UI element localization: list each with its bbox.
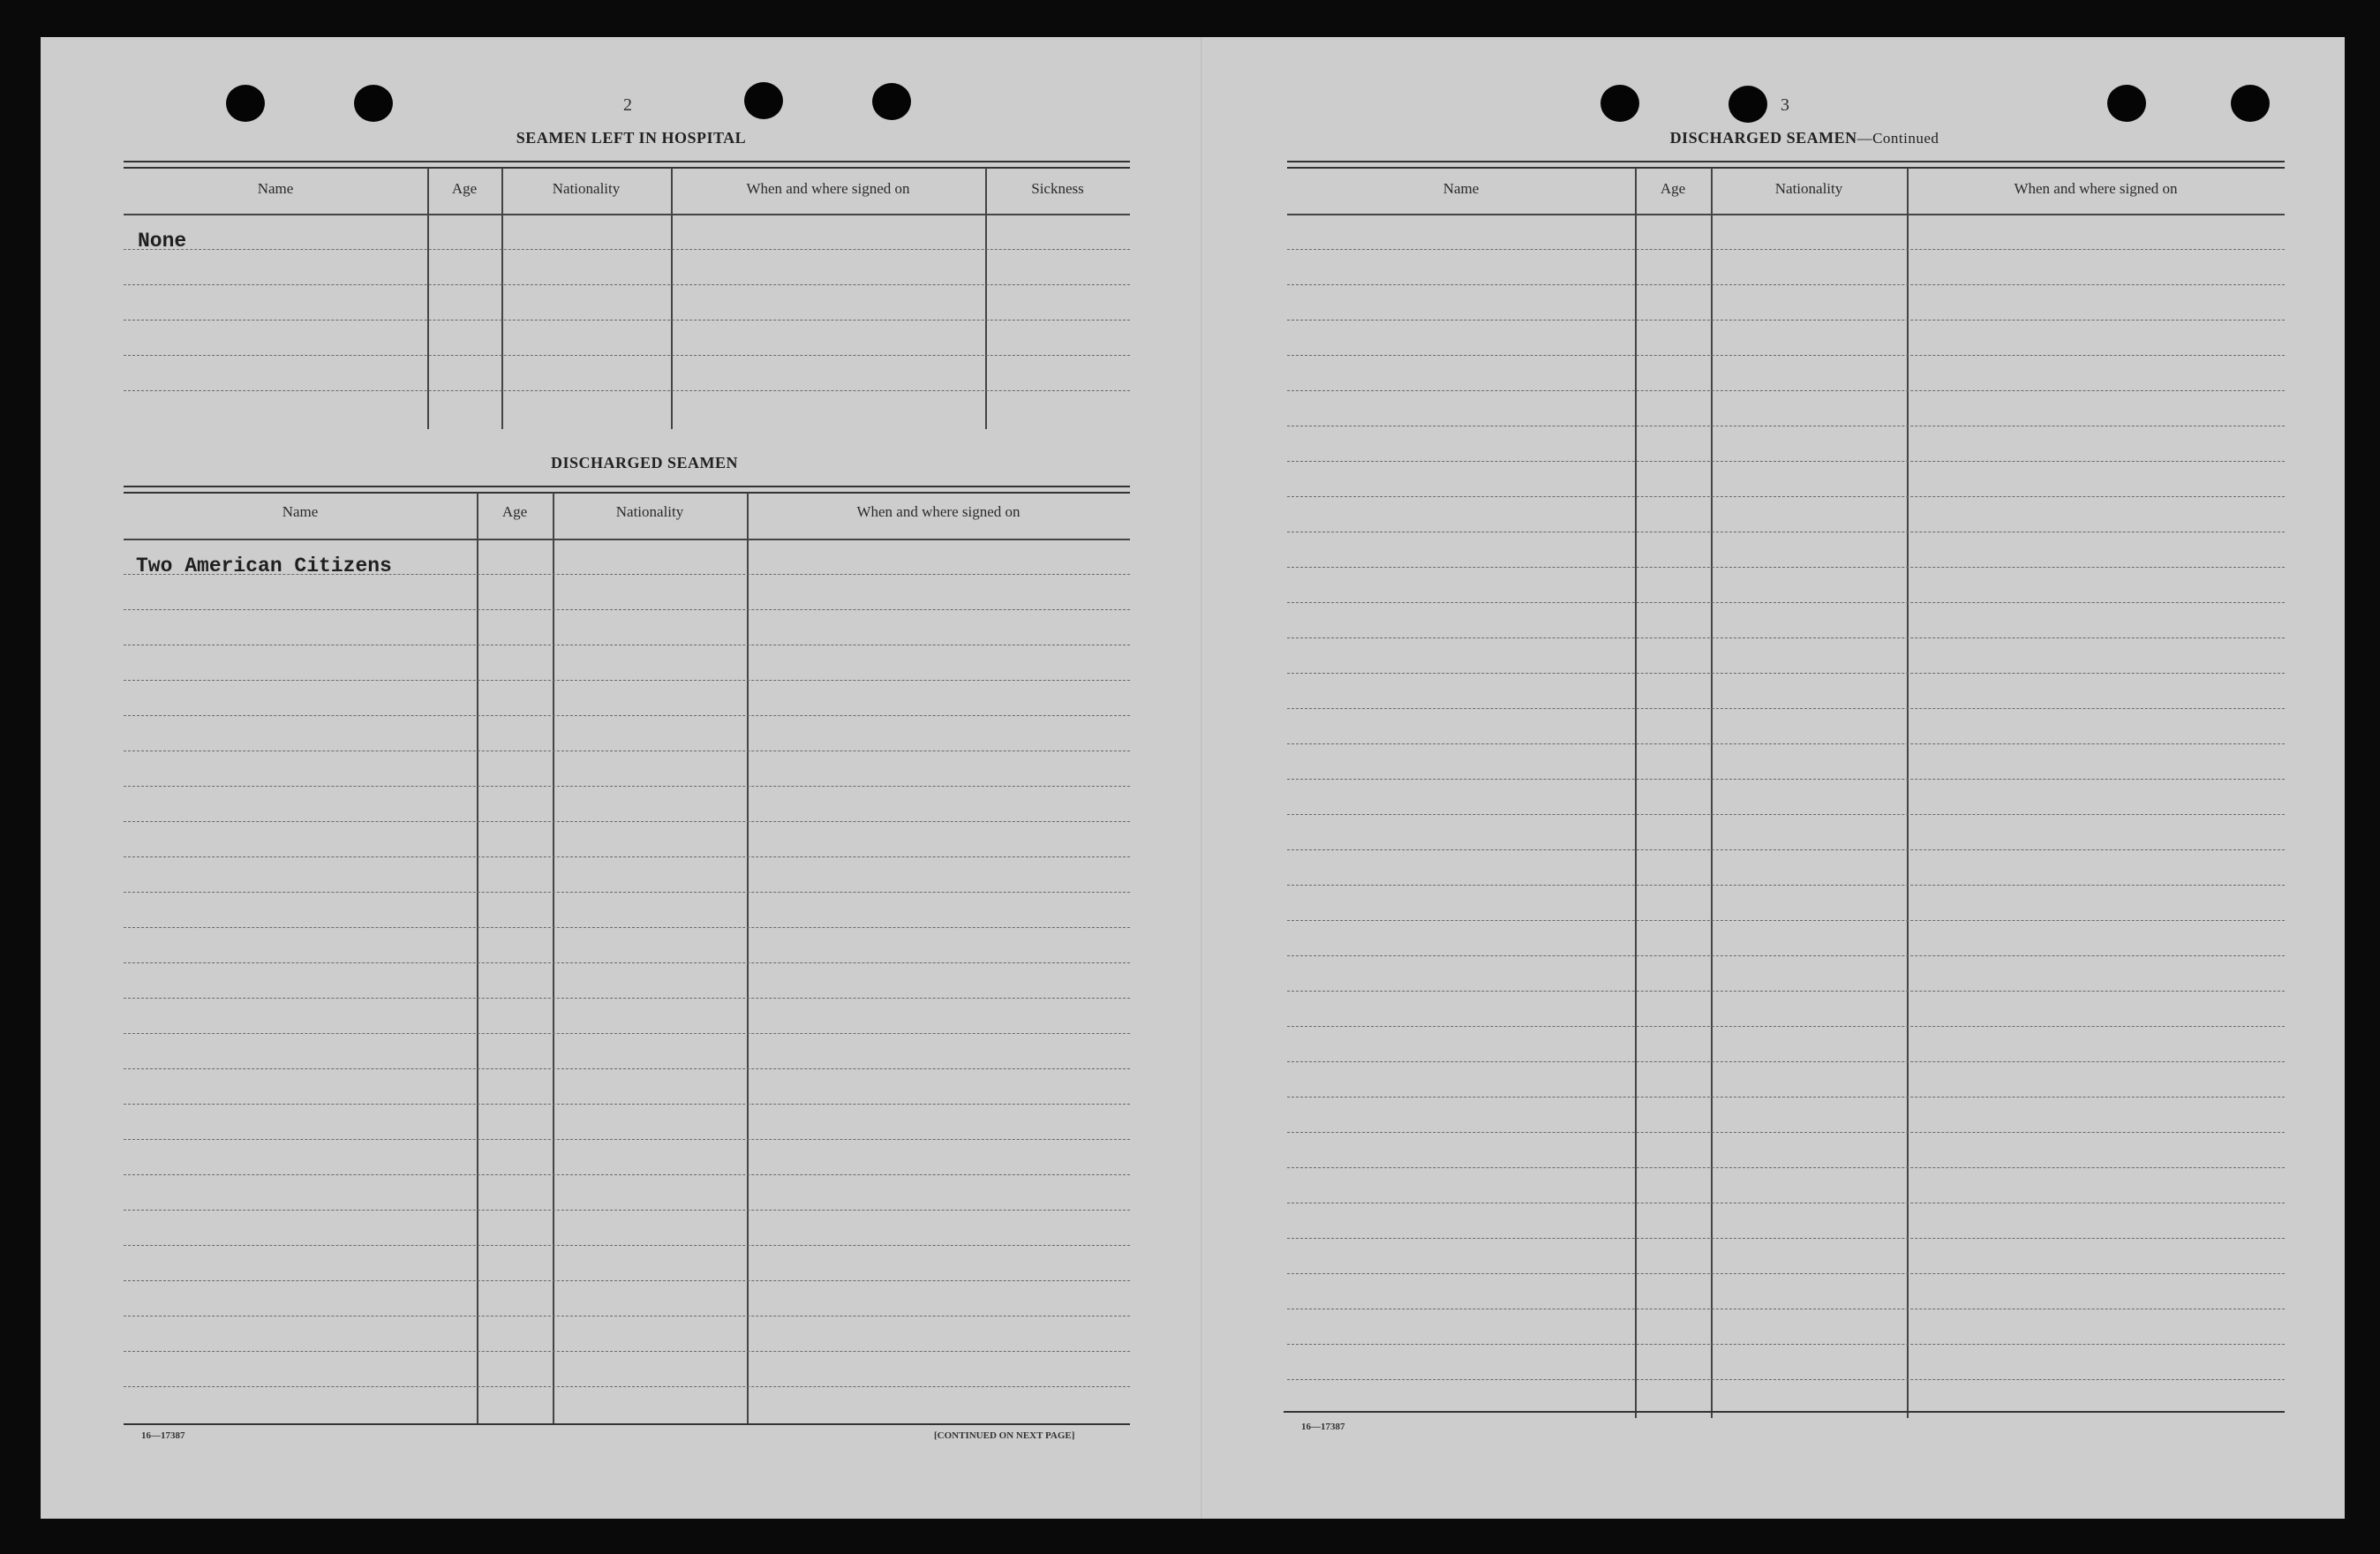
row-line xyxy=(124,1104,1130,1105)
right-page xyxy=(1204,0,2380,1554)
row-line xyxy=(1287,1097,2285,1098)
form-number: 16—17387 xyxy=(141,1430,185,1441)
row-line xyxy=(124,715,1130,716)
table-top-rule xyxy=(1287,161,2285,169)
header-rule xyxy=(1287,214,2285,215)
row-line xyxy=(124,1033,1130,1034)
hospital-table xyxy=(124,161,1130,429)
row-line xyxy=(1287,885,2285,886)
row-line xyxy=(1287,567,2285,568)
section-title-main: DISCHARGED SEAMEN xyxy=(1669,129,1857,147)
row-line xyxy=(1287,955,2285,956)
row-line xyxy=(1287,320,2285,321)
column-header-age: Age xyxy=(501,503,528,520)
header-rule xyxy=(124,214,1130,215)
hospital-section-title: SEAMEN LEFT IN HOSPITAL xyxy=(516,129,747,147)
row-line xyxy=(124,1210,1130,1211)
discharged-continued-table xyxy=(1287,161,2285,1418)
column-header-signed-on: When and where signed on xyxy=(2014,180,2178,197)
row-line xyxy=(124,1245,1130,1246)
row-line xyxy=(1287,1273,2285,1274)
header-rule xyxy=(124,539,1130,540)
row-line xyxy=(1287,602,2285,603)
row-line xyxy=(1287,461,2285,462)
column-divider xyxy=(747,493,749,1425)
page-number: 3 xyxy=(1781,95,1789,115)
row-line xyxy=(124,1068,1130,1069)
row-line xyxy=(124,1280,1130,1281)
table-top-rule xyxy=(124,161,1130,169)
row-line xyxy=(1287,814,2285,815)
bottom-rule xyxy=(124,1423,1130,1428)
column-header-nationality: Nationality xyxy=(552,180,621,197)
row-line xyxy=(124,927,1130,928)
row-line xyxy=(124,249,1130,250)
row-line xyxy=(1287,743,2285,744)
row-line xyxy=(124,284,1130,285)
row-line xyxy=(124,892,1130,893)
row-line xyxy=(124,1386,1130,1387)
column-header-name: Name xyxy=(282,503,319,520)
page-number: 2 xyxy=(623,95,632,115)
column-header-age: Age xyxy=(1660,180,1686,197)
row-line xyxy=(124,390,1130,391)
row-line xyxy=(1287,708,2285,709)
form-number: 16—17387 xyxy=(1301,1422,1345,1432)
hospital-entry: None xyxy=(138,230,187,253)
row-line xyxy=(1287,673,2285,674)
row-line xyxy=(124,786,1130,787)
row-line xyxy=(1287,284,2285,285)
discharged-continued-title xyxy=(1584,129,2025,147)
discharged-section-title: DISCHARGED SEAMEN xyxy=(550,454,739,471)
row-line xyxy=(124,320,1130,321)
row-line xyxy=(1287,355,2285,356)
row-line xyxy=(1287,779,2285,780)
row-line xyxy=(1287,1061,2285,1062)
row-line xyxy=(1287,496,2285,497)
column-header-age: Age xyxy=(451,180,478,197)
row-line xyxy=(1287,637,2285,638)
row-line xyxy=(1287,1344,2285,1345)
table-top-rule xyxy=(124,486,1130,494)
column-header-sickness: Sickness xyxy=(1031,180,1084,197)
row-line xyxy=(124,1174,1130,1175)
row-line xyxy=(124,1351,1130,1352)
row-line xyxy=(1287,249,2285,250)
bottom-rule xyxy=(1284,1411,2285,1415)
continued-note: [CONTINUED ON NEXT PAGE] xyxy=(934,1430,1075,1441)
row-line xyxy=(1287,1379,2285,1380)
row-line xyxy=(1287,1238,2285,1239)
column-header-name: Name xyxy=(1442,180,1480,197)
column-header-signed-on: When and where signed on xyxy=(856,503,1021,520)
row-line xyxy=(124,1139,1130,1140)
row-line xyxy=(124,998,1130,999)
row-line xyxy=(124,680,1130,681)
row-line xyxy=(124,856,1130,857)
row-line xyxy=(1287,1026,2285,1027)
row-line xyxy=(124,821,1130,822)
column-header-name: Name xyxy=(257,180,294,197)
discharged-table xyxy=(124,486,1130,1425)
row-line xyxy=(1287,991,2285,992)
row-line xyxy=(1287,920,2285,921)
row-line xyxy=(124,609,1130,610)
column-divider xyxy=(477,493,478,1425)
row-line xyxy=(1287,849,2285,850)
column-header-nationality: Nationality xyxy=(615,503,684,520)
column-header-signed-on: When and where signed on xyxy=(746,180,910,197)
section-title-suffix: —Continued xyxy=(1857,130,1939,147)
row-line xyxy=(124,355,1130,356)
column-header-nationality: Nationality xyxy=(1774,180,1843,197)
row-line xyxy=(1287,1167,2285,1168)
row-line xyxy=(1287,1132,2285,1133)
row-line xyxy=(124,962,1130,963)
column-divider xyxy=(553,493,554,1425)
discharged-entry: Two American Citizens xyxy=(136,554,392,577)
row-line xyxy=(1287,390,2285,391)
